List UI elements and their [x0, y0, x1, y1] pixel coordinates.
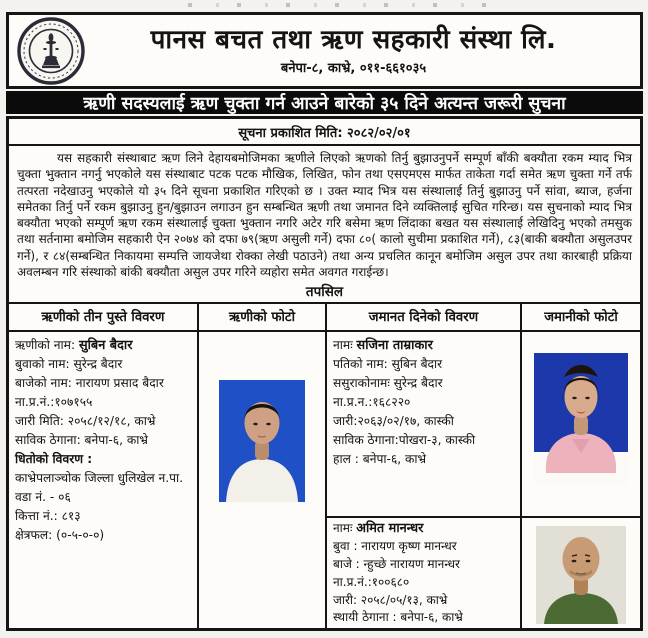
published-date-line: सूचना प्रकाशित मिति: २०८२/०२/०१	[9, 119, 640, 146]
collateral-line: क्षेत्रफल: (०-५-०-०)	[15, 528, 105, 543]
collateral-line: वडा नं. - ०६	[15, 490, 71, 505]
borrower-details-cell	[9, 332, 199, 628]
guarantor2-line: बाजे : न्हुच्छे नारायण मानन्धर	[333, 556, 460, 571]
cropped-newsprint-fragments	[170, 3, 500, 7]
guarantor1-details-cell	[327, 332, 522, 518]
borrower-photo	[219, 380, 305, 502]
borrower-citizenship-line: ना.प्र.नं.:१०७१५५	[15, 395, 93, 410]
guarantor2-photo-cell	[522, 518, 640, 628]
guarantor2-details-cell	[327, 518, 522, 628]
collateral-heading: धितोको विवरण :	[15, 452, 93, 467]
guarantor1-line: हाल : बनेपा-६, काभ्रे	[333, 452, 427, 467]
notice-body-box	[6, 116, 643, 631]
borrower-name: सुबिन बैदार	[78, 338, 133, 354]
letterhead	[6, 12, 643, 89]
letterhead-text	[93, 25, 640, 76]
borrower-address-line: साविक ठेगाना: बनेपा-६, काभ्रे	[15, 433, 148, 448]
collateral-line: कित्ता नं.: ८१३	[15, 509, 81, 524]
guarantor2-line: स्थायी ठेगाना : बनेपा-६, काभ्रे	[333, 610, 463, 625]
borrower-grandfather-line: बाजेको नाम: नारायण प्रसाद बैदार	[15, 376, 164, 391]
guarantor2-name-line	[333, 520, 514, 538]
col-header-borrower-photo: ऋणीको फोटो	[199, 304, 327, 332]
guarantor1-line: साविक ठेगाना:पोखरा-३, कास्की	[333, 433, 476, 448]
col-header-guarantor-photo: जमानीको फोटो	[522, 304, 640, 332]
org-address: बनेपा-८, काभ्रे, ०११-६६१०३५	[280, 61, 427, 76]
guarantor1-line: जारी:२०६३/०२/१७, कास्की	[333, 414, 454, 429]
guarantor2-photo	[536, 526, 626, 624]
borrower-father-line: बुवाको नाम: सुरेन्द्र बैदार	[15, 357, 123, 372]
guarantor1-line: ना.प्र.न.:१६८२२०	[333, 395, 411, 410]
guarantor1-name-line	[333, 336, 514, 355]
col-header-borrower-details: ऋणीको तीन पुस्ते विवरण	[9, 304, 199, 332]
guarantor1-name: सजिना ताम्राकार	[356, 338, 433, 354]
guarantor1-photo	[534, 353, 628, 485]
collateral-line: काभ्रेपलाञ्चोक जिल्ला धुलिखेल न.पा.	[15, 471, 184, 486]
schedule-table	[9, 302, 640, 628]
borrower-issued-line: जारी मिति: २०५८/१२/१८, काभ्रे	[15, 414, 156, 429]
notice-paragraph: यस सहकारी संस्थाबाट ऋण लिने देहायबमोजिमका ऋणीले लिएको ऋणको तिर्नु बुझाउनुपर्ने सम्पूर्ण बाँकी बक्यौता रकम म्याद भित्र चुक्ता भुक्तान नगर्नु भएकोले यस संस्थाबाट पटक पटक मौखिक, लिखित, फोन तथा एसएमएस मार्फत ताकेता गर्दा समेत ऋण चुक्ता गर्ने तर्फ तत्परता नदेखाउनु भएकोले यो ३५ दिने सूचना प्रकाशित गरिएको छ । उक्त म्याद भित्र यस संस्थालाई तिर्नु बुझाउनु पर्ने सांवा, ब्याज, हर्जना समेतका तिर्नु पर्ने रकम बुझाउनु हुन/बुझाउन लगाउन हुन सम्बन्धित ऋणी तथा जमानत दिने व्यक्तिलाई सुचित गरिन्छ। यस सुचनाको म्याद भित्र बक्यौता भएको सम्पूर्ण ऋण रकम संस्थालाई चुक्ता भुक्तान नगरि अटेर गरि बसेमा ऋण लिंदाका बखत यस संस्थालाई लेखिदिनु भएको तमसुक तथा सर्तनामा बमोजिम सहकारी ऐन २०७४ को दफा ७९(ऋण असुली गर्ने) दफा ८०( कालो सुचीमा प्रकाशित गर्ने), ८३(बाकी बक्यौता असुलउपर गर्ने), र ८४(सम्बन्धित निकायमा सम्पत्ति जायजेथा रोक्का लेखी पठाउने) तथा अन्य प्रचलित कानून बमोजिम असुल उपर तथा कारबाही प्रक्रिया अवलम्बन गरि संस्थाको बांकी बक्यौता असुल उपर गरिने व्यहोरा समेत अवगत गराईन्छ।	[17, 151, 632, 280]
guarantor2-line: जारी: २०५८/०५/१३, काभ्रे	[333, 592, 448, 607]
guarantor1-line: ससुराकोनामः सुरेन्द्र बैदार	[333, 376, 443, 391]
guarantor1-photo-cell	[522, 332, 640, 518]
guarantor1-line: पतिको नाम: सुबिन बैदार	[333, 357, 443, 372]
guarantor2-line: बुवा : नारायण कृष्ण मानन्धर	[333, 539, 457, 554]
guarantor2-name-label: नामः	[333, 521, 357, 536]
org-name: पानस बचत तथा ऋण सहकारी संस्था लि.	[150, 25, 557, 55]
guarantor2-name: अमित मानन्धर	[356, 521, 424, 537]
borrower-name-label: ऋणीको नाम:	[15, 338, 79, 353]
guarantor2-line: ना.प्र.नं.:१००६८०	[333, 574, 410, 589]
borrower-name-line	[15, 336, 191, 355]
guarantor1-name-label: नामः	[333, 338, 357, 353]
org-seal-icon	[9, 16, 93, 86]
borrower-photo-cell	[199, 332, 327, 628]
col-header-guarantor-details: जमानत दिनेको विवरण	[327, 304, 522, 332]
schedule-heading: तपसिल	[305, 284, 344, 301]
notice-title-banner: ऋणी सदस्यलाई ऋण चुक्ता गर्न आउने बारेको ३५ दिने अत्यन्त जरूरी सुचना	[6, 91, 643, 114]
